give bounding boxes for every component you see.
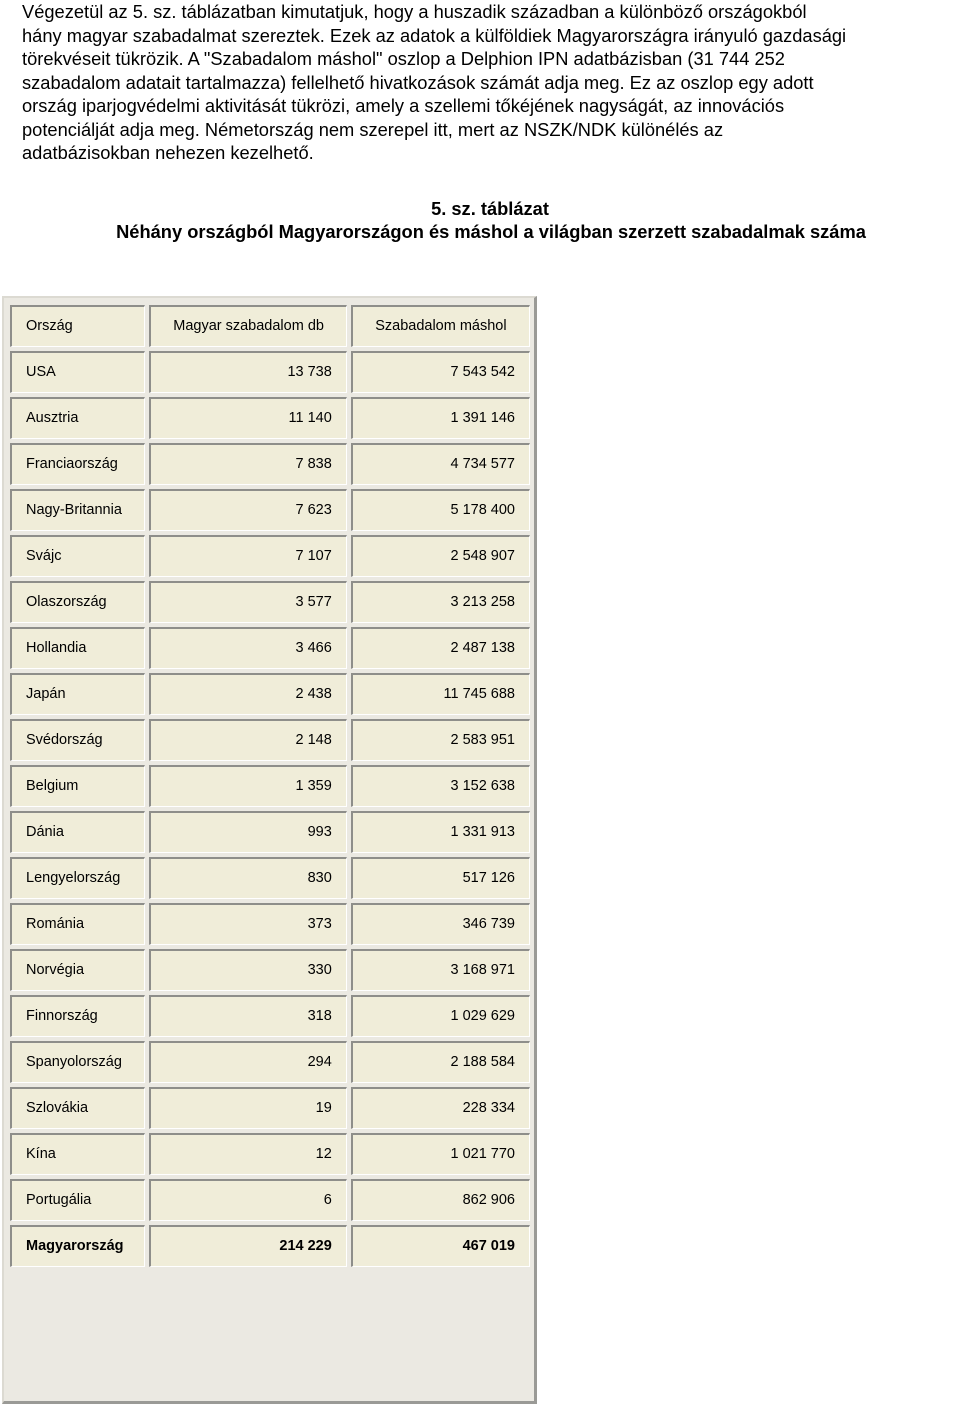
cell-country: Olaszország [10,581,145,623]
patent-table [6,301,534,1271]
cell-hungarian-patents: 13 738 [149,351,346,393]
cell-patents-elsewhere: 4 734 577 [351,443,530,485]
table-total-row [10,1225,530,1267]
total-hungarian-patents: 214 229 [149,1225,346,1267]
cell-country: Lengyelország [10,857,145,899]
cell-patents-elsewhere: 1 391 146 [351,397,530,439]
table-row [10,949,530,991]
table-row [10,581,530,623]
cell-patents-elsewhere: 3 152 638 [351,765,530,807]
cell-hungarian-patents: 11 140 [149,397,346,439]
cell-country: Ausztria [10,397,145,439]
cell-patents-elsewhere: 5 178 400 [351,489,530,531]
cell-hungarian-patents: 6 [149,1179,346,1221]
cell-hungarian-patents: 3 577 [149,581,346,623]
table-row [10,443,530,485]
cell-hungarian-patents: 373 [149,903,346,945]
table-number: 5. sz. táblázat [431,198,549,219]
cell-country: Franciaország [10,443,145,485]
table-row [10,1133,530,1175]
cell-hungarian-patents: 330 [149,949,346,991]
table-row [10,397,530,439]
cell-hungarian-patents: 3 466 [149,627,346,669]
table-row [10,535,530,577]
cell-patents-elsewhere: 517 126 [351,857,530,899]
cell-hungarian-patents: 7 107 [149,535,346,577]
cell-country: Finnország [10,995,145,1037]
cell-hungarian-patents: 2 148 [149,719,346,761]
cell-country: Dánia [10,811,145,853]
cell-country: Portugália [10,1179,145,1221]
cell-patents-elsewhere: 346 739 [351,903,530,945]
cell-country: USA [10,351,145,393]
cell-country: Norvégia [10,949,145,991]
cell-patents-elsewhere: 1 021 770 [351,1133,530,1175]
cell-patents-elsewhere: 228 334 [351,1087,530,1129]
cell-patents-elsewhere: 2 548 907 [351,535,530,577]
cell-patents-elsewhere: 2 487 138 [351,627,530,669]
patent-table-frame [2,296,537,1404]
header-patents-elsewhere: Szabadalom máshol [351,305,530,347]
cell-patents-elsewhere: 1 029 629 [351,995,530,1037]
cell-patents-elsewhere: 11 745 688 [351,673,530,715]
cell-country: Belgium [10,765,145,807]
cell-hungarian-patents: 1 359 [149,765,346,807]
cell-country: Spanyolország [10,1041,145,1083]
table-row [10,489,530,531]
table-row [10,1179,530,1221]
cell-country: Svájc [10,535,145,577]
table-title: Néhány országból Magyarországon és máshol a világban szerzett szabadalmak száma [116,221,866,242]
cell-patents-elsewhere: 3 213 258 [351,581,530,623]
cell-hungarian-patents: 7 838 [149,443,346,485]
table-row [10,857,530,899]
cell-patents-elsewhere: 7 543 542 [351,351,530,393]
total-patents-elsewhere: 467 019 [351,1225,530,1267]
cell-country: Svédország [10,719,145,761]
cell-country: Nagy-Britannia [10,489,145,531]
cell-patents-elsewhere: 2 188 584 [351,1041,530,1083]
table-row [10,627,530,669]
table-row [10,351,530,393]
total-country: Magyarország [10,1225,145,1267]
cell-patents-elsewhere: 3 168 971 [351,949,530,991]
cell-hungarian-patents: 318 [149,995,346,1037]
table-row [10,811,530,853]
cell-hungarian-patents: 12 [149,1133,346,1175]
header-hungarian-patents: Magyar szabadalom db [149,305,346,347]
cell-country: Hollandia [10,627,145,669]
table-row [10,765,530,807]
cell-country: Japán [10,673,145,715]
cell-hungarian-patents: 2 438 [149,673,346,715]
table-row [10,1087,530,1129]
intro-paragraph: Végezetül az 5. sz. táblázatban kimutatjuk, hogy a huszadik században a különböző országokból hány magyar szabadalmat szereztek. Ezek az adatok a külföldiek Magyarországra irányuló gazdasági törekvéseit tükrözik. A "Szabadalom máshol" oszlop a Delphion IPN adatbázisban (31 744 252 szabadalom adatait tartalmazza) fellelhető hivatkozások számát adja meg. Ez az oszlop egy adott ország iparjogvédelmi aktivitását tükrözi, amely a szellemi tőkéjének nagyságát, az innovációs potenciálját adja meg. Németország nem szerepel itt, mert az NSZK/NDK különélés az adatbázisokban nehezen kezelhető. [22,1,847,163]
header-country: Ország [10,305,145,347]
cell-patents-elsewhere: 862 906 [351,1179,530,1221]
table-row [10,995,530,1037]
cell-hungarian-patents: 7 623 [149,489,346,531]
cell-country: Románia [10,903,145,945]
table-row [10,673,530,715]
cell-hungarian-patents: 19 [149,1087,346,1129]
cell-hungarian-patents: 294 [149,1041,346,1083]
cell-patents-elsewhere: 1 331 913 [351,811,530,853]
cell-country: Szlovákia [10,1087,145,1129]
cell-country: Kína [10,1133,145,1175]
cell-hungarian-patents: 993 [149,811,346,853]
cell-hungarian-patents: 830 [149,857,346,899]
cell-patents-elsewhere: 2 583 951 [351,719,530,761]
table-row [10,719,530,761]
table-row [10,903,530,945]
table-row [10,1041,530,1083]
table-header-row [10,305,530,347]
